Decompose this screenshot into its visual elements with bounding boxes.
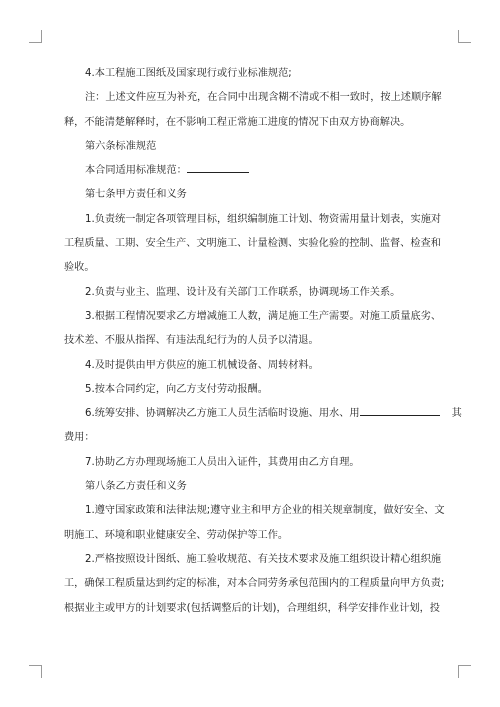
standards-line bbox=[64, 159, 440, 183]
note-line: 注：上述文件应互为补充，在合同中出现含糊不清或不相一致时，按上述顺序解 bbox=[85, 92, 442, 104]
crop-mark-bottom-right bbox=[458, 665, 471, 678]
clause-text: 其 bbox=[451, 408, 462, 420]
clause-line: 4.本工程施工图纸及国家现行或行业标准规范; bbox=[85, 68, 292, 79]
clause-line: 工，确保工程质量达到约定的标准，对本合同劳务承包范围内的工程质量向甲方负责; bbox=[64, 578, 445, 590]
section-heading-6: 第六条标准规范 bbox=[85, 140, 157, 152]
crop-mark-top-right bbox=[458, 30, 471, 43]
clause-line: 工程质量、工期、安全生产、文明施工、计量检测、实验化验的控制、监督、检查和 bbox=[64, 238, 441, 250]
crop-mark-top-left bbox=[29, 30, 42, 43]
crop-mark-bottom-left bbox=[29, 665, 42, 678]
clause-line: 2.负责与业主、监理、设计及有关部门工作联系，协调现场工作关系。 bbox=[85, 286, 401, 298]
clause-line: 4.及时提供由甲方供应的施工机械设备、周转材料。 bbox=[85, 359, 319, 371]
clause-line: 7.协助乙方办理现场施工人员出入证件，其费用由乙方自理。 bbox=[85, 456, 360, 468]
clause-line: 验收。 bbox=[64, 262, 95, 274]
clause-line: 3.根据工程情况要求乙方增减施工人数，满足施工生产需要。对施工质量底劣、 bbox=[85, 310, 442, 322]
clause-line: 技术差、不服从指挥、有违法乱纪行为的人员予以清退。 bbox=[64, 335, 319, 347]
clause-line: 1.负责统一制定各项管理目标，组织编制施工计划、物资需用量计划表，实施对 bbox=[85, 213, 442, 225]
section-heading-8: 第八条乙方责任和义务 bbox=[85, 481, 187, 493]
clause-line: 1.遵守国家政策和法律法规;遵守业主和甲方企业的相关规章制度，做好安全、文 bbox=[85, 505, 445, 517]
standards-blank[interactable] bbox=[187, 163, 249, 173]
clause-line: 2.严格按照设计图纸、施工验收规范、有关技术要求及施工组织设计精心组织施 bbox=[85, 553, 442, 565]
clause-line bbox=[64, 402, 462, 426]
utility-blank[interactable] bbox=[360, 406, 440, 416]
clause-line: 5.按本合同约定，向乙方支付劳动报酬。 bbox=[85, 383, 268, 395]
note-line: 释，不能清楚解释时，在不影响工程正常施工进度的情况下由双方协商解决。 bbox=[64, 116, 411, 128]
standards-label: 本合同适用标准规范： bbox=[85, 165, 187, 177]
clause-line: 费用： bbox=[64, 432, 95, 444]
contract-text bbox=[64, 62, 462, 621]
clause-line: 明施工、环境和职业健康安全、劳动保护等工作。 bbox=[64, 529, 289, 541]
clause-text: 6.统筹安排、协调解决乙方施工人员生活临时设施、用水、用 bbox=[85, 408, 360, 420]
clause-line: 根据业主或甲方的计划要求(包括调整后的计划)，合理组织，科学安排作业计划，投 bbox=[64, 602, 440, 614]
section-heading-7: 第七条甲方责任和义务 bbox=[85, 189, 187, 201]
